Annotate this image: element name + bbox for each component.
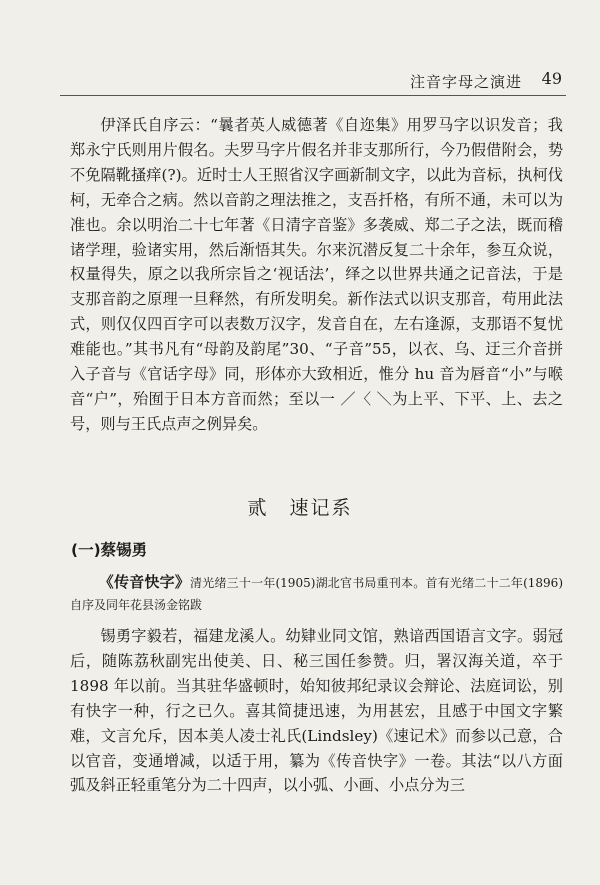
body-paragraph-1: 伊泽氏自序云：“曩者英人威德著《自迩集》用罗马字以识发音；我郑永宁氏则用片假名。夫罗马字片假名并非支那所行，今乃假借附会，势不免隔靴搔痒(?)。近时士人王照省汉字画新制文字，以此为音标，执柯伐柯，无牵合之病。然以音韵之理法推之，支吾扦格，有所不通，未可以为准也。余以明治二十七年著《日清字音鉴》多袭威、郑二子之法，既而稽诸学理，验诸实用，然后渐悟其失。尔来沉潜反复二十余年，参互众说，权量得失，原之以我所宗旨之‘视话法’，绎之以世界共通之记音法，于是支那音韵之原理一旦释然，有所发明矣。新作法式以识支那音，苟用此法式，则仅仅四百字可以表数万汉字，发音自在，左右逢源，支那语不复忧难能也。”其书凡有“母韵及韵尾”30、“子音”55，以衣、乌、迂三介音拼入子音与《官话字母》同，形体亦大致相近，惟分 hu 音为唇音“小”与喉音“户”，殆囿于日本方音而然；至以一 ／〈 ＼为上平、下平、上、去之号，则与王氏点声之例异矣。 [70, 116, 563, 433]
section-title: 贰 速记系 [247, 497, 353, 519]
page-number: 49 [541, 69, 562, 88]
header-title: 注音字母之演进 [409, 73, 522, 91]
source-note [70, 571, 563, 616]
header-rule [60, 95, 566, 96]
body-paragraph-2: 锡勇字毅若，福建龙溪人。幼肄业同文馆，熟谙西国语言文字。弱冠后，随陈荔秋副宪出使美、日、秘三国任参赞。归，署汉海关道，卒于 1898 年以前。当其驻华盛顿时，始知彼邦纪录议会辩论、法庭词讼，别有快字一种，行之已久。喜其简捷迅速，为用甚宏，且感于中国文字繁难，文言允斥，因本美人凌士礼氏(Lindsley)《速记术》而参以己意，合以官音，变通增减，以适于用，纂为《传音快字》一卷。其法“以八方面弧及斜正轻重笔分为二十四声，以小弧、小画、小点分为三 [70, 627, 563, 795]
source-book-title: 《传音快字》 [98, 573, 191, 591]
subsection-title: (一)蔡锡勇 [71, 541, 148, 559]
running-header [0, 63, 600, 93]
source-text: 清光绪三十一年(1905)湖北官书局重刊本。首有光绪二十二年(1896)自序及同年花县汤金铭跋 [70, 576, 563, 612]
